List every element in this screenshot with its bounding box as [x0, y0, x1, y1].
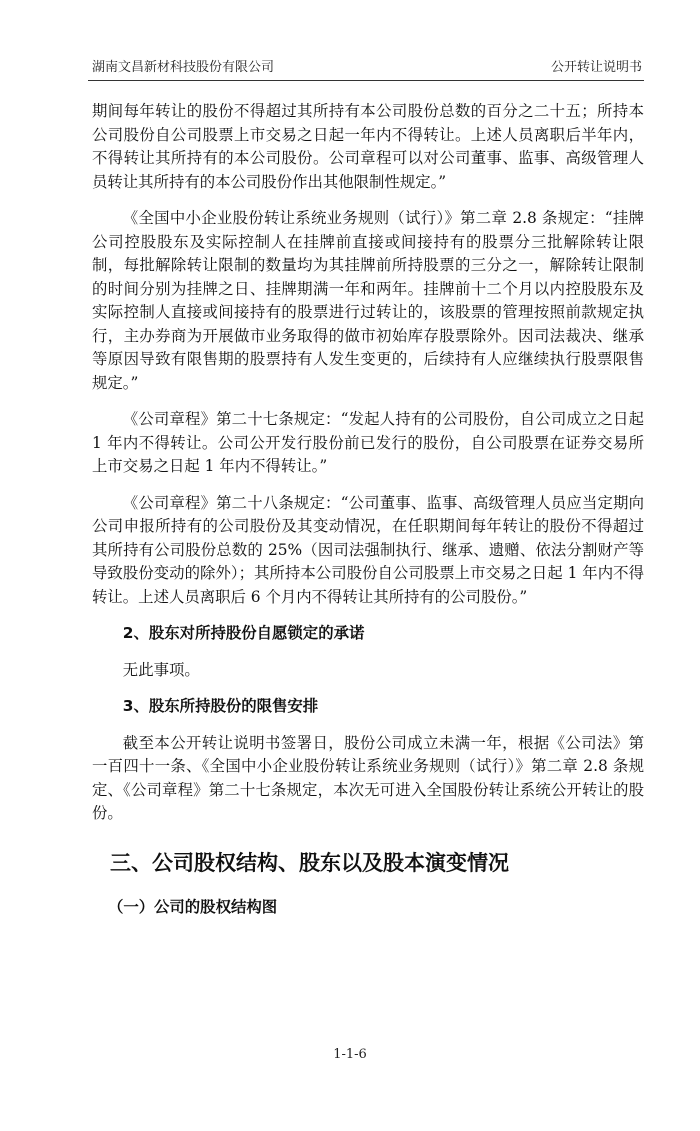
header-divider	[88, 80, 644, 81]
paragraph-continued: 期间每年转让的股份不得超过其所持有本公司股份总数的百分之二十五；所持本公司股份自公司股票上市交易之日起一年内不得转让。上述人员离职后半年内，不得转让其所持有的本公司股份。公司章程可以对公司董事、监事、高级管理人员转让其所持有的本公司股份作出其他限制性规定。”	[92, 102, 644, 191]
document-body	[92, 100, 644, 919]
page-number: 1-1-6	[333, 1047, 367, 1062]
subsection-title: 公司的股权结构图	[154, 897, 278, 916]
paragraph-no-such-matter: 无此事项。	[122, 660, 200, 679]
subsection-number: （一）	[108, 897, 155, 916]
header-company-name: 湖南文昌新材科技股份有限公司	[92, 60, 275, 75]
subsection-heading	[92, 896, 644, 920]
paragraph-article-27: 《公司章程》第二十七条规定：“发起人持有的公司股份，自公司成立之日起 1 年内不得转让。公司公开发行股份前已发行的股份，自公司股票在证券交易所上市交易之日起 1 年内不得转让。”	[92, 410, 644, 475]
header-document-title: 公开转让说明书	[550, 60, 642, 75]
paragraph-restriction-details: 截至本公开转让说明书签署日，股份公司成立未满一年，根据《公司法》第一百四十一条、《全国中小企业股份转让系统业务规则（试行）》第二章 2.8 条规定、《公司章程》第二十七条规定，本次无可进入全国股份转让系统公开转让的股份。	[92, 733, 644, 822]
section-title: 三、公司股权结构、股东以及股本演变情况	[110, 850, 509, 875]
page-header	[92, 56, 642, 74]
heading-restriction-arrangement: 3、股东所持股份的限售安排	[122, 697, 319, 715]
paragraph-neeq-rule: 《全国中小企业股份转让系统业务规则（试行）》第二章 2.8 条规定：“挂牌公司控股股东及实际控制人在挂牌前直接或间接持有的股票分三批解除转让限制，每批解除转让限制的数量均为其挂牌前所持股票的三分之一，解除转让限制的时间分别为挂牌之日、挂牌期满一年和两年。挂牌前十二个月以内控股股东及实际控制人直接或间接持有的股票进行过转让的，该股票的管理按照前款规定执行，主办券商为开展做市业务取得的做市初始库存股票除外。因司法裁决、继承等原因导致有限售期的股票持有人发生变更的，后续持有人应继续执行股票限售规定。”	[92, 209, 644, 392]
paragraph-article-28: 《公司章程》第二十八条规定：“公司董事、监事、高级管理人员应当定期向公司申报所持有的公司股份及其变动情况，在任职期间每年转让的股份不得超过其所持有公司股份总数的 25%（因司法强制执行、继承、遗赠、依法分割财产等导致股份变动的除外）；其所持本公司股份自公司股票上市交易之日起 1 年内不得转让。上述人员离职后 6 个月内不得转让其所持有的公司股份。”	[92, 493, 644, 606]
heading-voluntary-lockup: 2、股东对所持股份自愿锁定的承诺	[122, 624, 365, 642]
